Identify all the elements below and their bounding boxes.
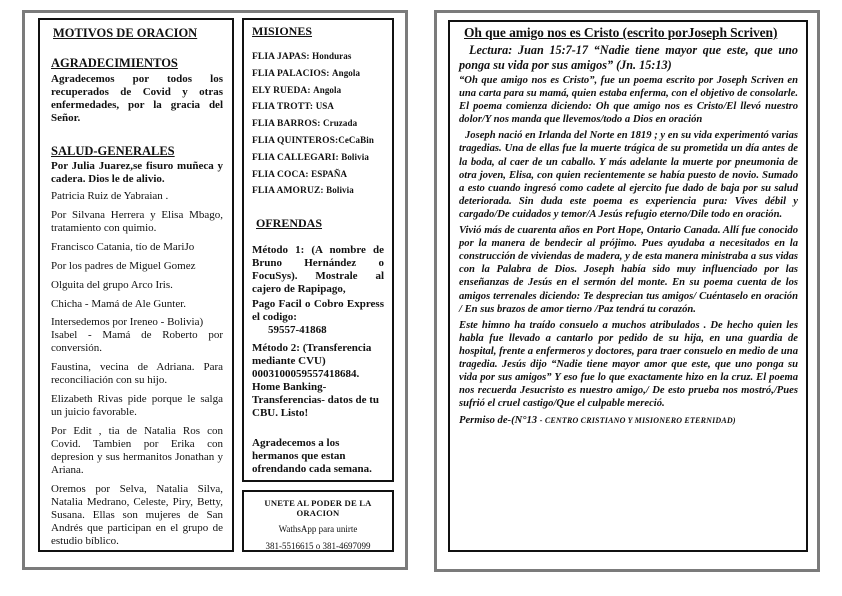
misiones-list [252, 49, 384, 200]
motivos-title: MOTIVOS DE ORACION [53, 26, 198, 40]
salud-item-2: Patricia Ruiz de Yabraian . [51, 190, 169, 202]
salud-item-3: Por Silvana Herrera y Elisa Mbago, tratamiento con quimio. [51, 209, 223, 234]
salud-item-1: Por Julia Juarez,se fisuro muñeca y cadera. Dios le de alivio. [51, 160, 223, 185]
mission-row: FLIA COCA: ESPAÑA [252, 168, 348, 180]
metodo2-continue: Home Banking-Transferencias- datos de tu CBU. Listo! [252, 381, 380, 420]
agradecimientos-heading: AGRADECIMIENTOS [51, 56, 178, 70]
salud-item-6: Olguita del grupo Arco Iris. [51, 279, 173, 291]
misiones-heading: MISIONES [252, 24, 313, 38]
mission-row: FLIA PALACIOS: Angola [252, 67, 361, 79]
prayer-group-phones: 381-5516615 o 381-4697099 [265, 541, 371, 551]
mission-row: ELY RUEDA: Angola [252, 84, 342, 96]
paragraph-2: Joseph nació en Irlanda del Norte en 1819 ; y en su vida experimentó varias tragedias. Una de ellas fue la muerte trágica de su prometida un día antes de la boda, al caer de un caballo. Y más adelante la muerte por pneumonia de otra joven, Elisa, con quien recientemente se había puesto de novio. Sumado a esto cuando ingresó como cadete al ejercito fue dado de baja por su salud deteriorada. Sin duda este poema es experiencia pura: Vives débil y cargado/De cuidados y temor/A Jesús refugio eterno/Dile todo en oración. [459, 130, 798, 220]
salud-item-9: Isabel - Mamá de Roberto por conversión. [51, 329, 223, 354]
motivos-box [38, 18, 234, 552]
agradecimientos-text: Agradecemos por todos los recuperados de Covid y otras enfermedades, por la gracia del Señor. [51, 73, 223, 124]
salud-item-11: Elizabeth Rivas pide porque le salga un juicio favorable. [51, 393, 223, 418]
devotional-title: Oh que amigo nos es Cristo (escrito porJoseph Scriven) [464, 25, 778, 40]
mission-row: FLIA JAPAS: Honduras [252, 51, 352, 62]
ofrendas-heading: OFRENDAS [256, 216, 323, 231]
mission-row: FLIA BARROS: Cruzada [252, 118, 358, 130]
metodo1-text: Método 1: (A nombre de Bruno Hernández o FocuSys). Mostrale al cajero de Rapipago, [252, 244, 384, 296]
prayer-group-subtitle: WathsApp para unirte [278, 524, 358, 534]
cvu-number: 0003100059557418684. [252, 368, 360, 381]
permiso-small: - CENTRO CRISTIANO Y MISIONERO ETERNIDAD) [539, 416, 736, 426]
prayer-group-box [242, 490, 394, 552]
ofrendas-content [252, 244, 384, 476]
lectura: Lectura: Juan 15:7-17 “Nadie tiene mayor que este, que uno ponga su vida por sus amigos” (Jn. 15:13) [459, 43, 798, 72]
mission-row: FLIA QUINTEROS:CeCaBin [252, 134, 374, 146]
salud-item-4: Francisco Catania, tío de MariJo [51, 241, 195, 253]
salud-item-7: Chicha - Mamá de Ale Gunter. [51, 298, 187, 310]
mission-row: FLIA TROTT: USA [252, 101, 334, 113]
salud-item-5: Por los padres de Miguel Gomez [51, 260, 196, 272]
mission-row: FLIA AMORUZ: Bolivia [252, 185, 354, 197]
paragraph-4: Este himno ha traído consuelo a muchos atribulados . De hecho quien les habla fue llevado a cantarlo por pedido de su hija, en una guardia de hospital, frente a enfermeros y doctores, para traer consuelo en medio de una tragedia. Jesús dijo “Nadie tiene mayor amor que este, que uno ponga su vida por sus amigos” Y eso fue lo que exactamente hizo en la cruz. El poema nos recuerda Jesucristo es nuestro amigo,/ De esto prueba nos mostró,/Pues sufrió el cruel castigo/Que el culpable mereció. [459, 319, 798, 410]
paragraph-1: “Oh que amigo nos es Cristo”, fue un poema escrito por Joseph Scriven en una carta para su mamá, quien estaba enferma, con el objetivo de consolarle. El poema comienza diciendo: Oh que amigo nos es Cristo/El llevó nuestro dolor/Y nos manda que llevemos/todo a Dios en oración [459, 75, 798, 126]
motivos-content [51, 57, 223, 548]
devotional-box [448, 20, 808, 552]
rapipago-code: 59557-41868 [268, 324, 327, 337]
misiones-ofrendas-box [242, 18, 394, 482]
salud-item-13: Oremos por Selva, Natalia Silva, Natalia Medrano, Celeste, Piry, Betty, Susana. Ellas son mujeres de San Andrés que participan en el grupo de estudio bíblico. [51, 483, 223, 547]
prayer-group-title: UNETE AL PODER DE LA ORACION [264, 498, 372, 518]
salud-item-12: Por Edit , tia de Natalia Ros con Covid. Tambien por Erika con depresion y sus hermanitos Jonathan y Ariana. [51, 425, 223, 476]
permiso-text: Permiso de-(N°13 [459, 415, 538, 427]
salud-item-10: Faustina, vecina de Adriana. Para reconciliación con su hijo. [51, 361, 223, 386]
metodo2-text: Método 2: (Transferencia mediante CVU) [252, 342, 372, 368]
paragraph-3: Vivió más de cuarenta años en Port Hope, Ontario Canada. Allí fue conocido por la manera de bendecir al prójimo. Pues ayudaba a necesitados en la construcción de viviendas de madera, y de esta manera ministraba a sus vidas con la Palabra de Dios. Joseph había sido muy influenciado por las enseñanzas de Jesús en el sermón del monte. En su poema cuenta de los amigos terrenales diciendo: Te desprecian tus amigos/ Cuéntaselo en oración / En sus brazos de amor tierno /Paz tendrá tu corazón. [459, 225, 798, 315]
permiso-line [459, 414, 798, 427]
metodo1-continue: Pago Facil o Cobro Express el codigo: [252, 298, 384, 324]
ofrendas-thanks: Agradecemos a los hermanos que estan ofrendando cada semana. [252, 437, 372, 476]
salud-item-8: Intersedemos por Ireneo - Bolivia) [51, 316, 204, 328]
mission-row: FLIA CALLEGARI: Bolivia [252, 151, 369, 163]
salud-heading: SALUD-GENERALES [51, 144, 175, 158]
